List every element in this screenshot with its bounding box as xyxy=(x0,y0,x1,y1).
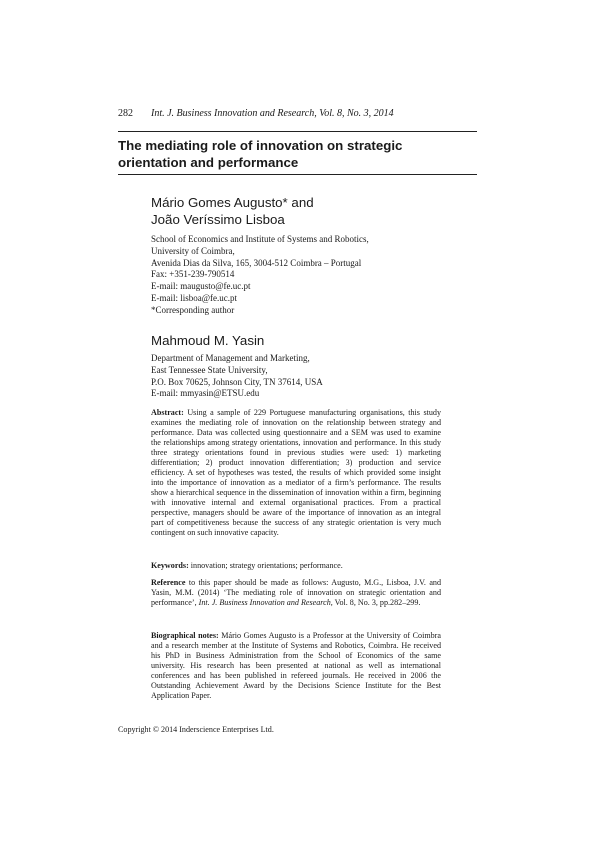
affiliation-2 xyxy=(151,353,451,400)
author-line-2: João Veríssimo Lisboa xyxy=(151,212,285,227)
fax-line: Fax: +351-239-790514 xyxy=(151,269,235,280)
email-line: E-mail: lisboa@fe.uc.pt xyxy=(151,292,238,303)
affiliation-line: East Tennessee State University, xyxy=(151,364,268,375)
bio-text: Mário Gomes Augusto is a Professor at the University of Coimbra and a research member at the Institute of Systems and Robotics, Coimbra. He received his PhD in Business Administration from the School of Economics of the same university. His research has been presented at national as well as international conferences and has been published in refereed journals. He received in 2006 the Outstanding Achievement Award by the Decisions Science Institute for the Best Application Paper. xyxy=(151,631,441,700)
running-head xyxy=(118,108,394,120)
keywords-text: innovation; strategy orientations; performance. xyxy=(190,561,343,570)
bio-label: Biographical notes: xyxy=(151,631,219,640)
affiliation-line: Department of Management and Marketing, xyxy=(151,353,310,363)
abstract-label: Abstract: xyxy=(151,408,184,417)
reference xyxy=(151,578,441,608)
affiliation-line: Avenida Dias da Silva, 165, 3004-512 Coimbra – Portugal xyxy=(151,257,362,268)
email-line: E-mail: mmyasin@ETSU.edu xyxy=(151,388,260,399)
email-line: E-mail: maugusto@fe.uc.pt xyxy=(151,281,251,292)
affiliation-line: School of Economics and Institute of Systems and Robotics, xyxy=(151,234,369,244)
reference-volume: , Vol. 8, No. 3, pp.282–299. xyxy=(330,598,421,607)
keywords-label: Keywords: xyxy=(151,561,189,570)
abstract xyxy=(151,408,441,538)
title-rule-bottom xyxy=(118,174,477,175)
affiliation-line: University of Coimbra, xyxy=(151,245,235,256)
reference-journal: Int. J. Business Innovation and Research xyxy=(198,598,331,607)
biographical-notes xyxy=(151,631,441,701)
abstract-text: Using a sample of 229 Portuguese manufacturing organisations, this study examines the mediating role of innovation on the relationship between strategy and performance. Data was collected using questionnaire and a SEM was used to examine the relationships among strategy orientations, innovation and performance. In this study three strategy orientations found in previous studies were used: 1) marketing differentiation; 2) product innovation differentiation; 3) production and service efficiency. A set of hypotheses was tested, the results of which provided some insight into the importance of innovation as a mediator of a firm’s performance. The results show a hierarchical sequence in the dissemination of innovation within a firm, beginning with innovative internal and external organisational practices. From a practical perspective, managers should be aware of the importance of innovation as an integral part of competitiveness because the success of any strategic orientation is very much contingent on such innovative capacity. xyxy=(151,408,441,537)
reference-label: Reference xyxy=(151,578,186,587)
paper-title: The mediating role of innovation on strategic orientation and performance xyxy=(118,138,403,170)
journal-citation: Int. J. Business Innovation and Research, Vol. 8, No. 3, 2014 xyxy=(151,108,394,119)
author-name-2: Mahmoud M. Yasin xyxy=(151,333,265,348)
affiliation-1 xyxy=(151,234,451,317)
page-number: 282 xyxy=(118,108,133,119)
affiliation-line: P.O. Box 70625, Johnson City, TN 37614, USA xyxy=(151,376,323,387)
reference-text: to this paper should be made as follows: Augusto, M.G., Lisboa, J.V. and Yasin, M.M. (2014) ‘The mediating role of innovation on strategic orientation and performance’, xyxy=(151,578,442,607)
title-rule-top xyxy=(118,131,477,132)
author-names-1 xyxy=(151,194,314,228)
keywords xyxy=(151,561,441,571)
corresponding-author-note: *Corresponding author xyxy=(151,304,235,315)
copyright-footer: Copyright © 2014 Inderscience Enterprises Ltd. xyxy=(118,725,274,734)
author-line-1: Mário Gomes Augusto* and xyxy=(151,195,314,210)
